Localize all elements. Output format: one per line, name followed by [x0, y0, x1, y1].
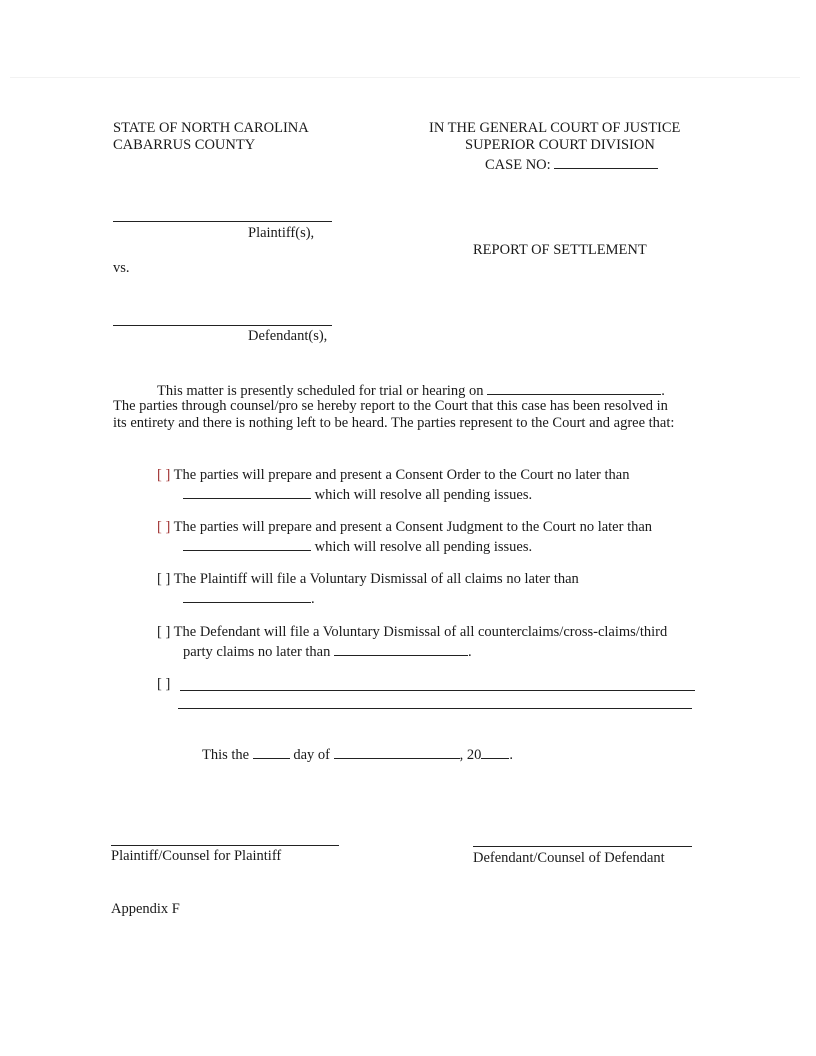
case-no-field[interactable]: [554, 154, 658, 169]
option-consent-order: [157, 467, 629, 484]
plaintiff-dismissal-date-field[interactable]: [183, 588, 311, 603]
checkbox-other[interactable]: [ ]: [157, 676, 171, 692]
option-2-line-2: [183, 536, 532, 556]
case-no-label: CASE NO:: [485, 157, 551, 173]
consent-order-date-field[interactable]: [183, 484, 311, 499]
defendant-label: Defendant(s),: [248, 328, 328, 344]
other-line-1[interactable]: [180, 690, 695, 691]
other-line-2[interactable]: [178, 708, 692, 709]
option-4-end: .: [468, 644, 472, 660]
intro-line-2: The parties through counsel/pro se hereby report to the Court that this case has been resolved in: [113, 398, 668, 414]
form-title: REPORT OF SETTLEMENT: [473, 242, 647, 258]
defendant-signature-line[interactable]: [473, 846, 692, 847]
intro-line-1: This matter is presently scheduled for trial or hearing on .: [157, 380, 665, 400]
defendant-signature-label: Defendant/Counsel of Defendant: [473, 850, 665, 866]
defendant-dismissal-date-field[interactable]: [334, 641, 468, 656]
option-1-text: The parties will prepare and present a Consent Order to the Court no later than: [173, 467, 630, 483]
month-field[interactable]: [334, 744, 460, 759]
vs-label: vs.: [113, 260, 130, 276]
day-of-text: day of: [293, 747, 331, 763]
checkbox-defendant-dismissal[interactable]: [ ]: [157, 624, 171, 640]
option-plaintiff-dismissal: [157, 571, 579, 588]
plaintiff-signature-label: Plaintiff/Counsel for Plaintiff: [111, 848, 282, 864]
option-2-text-2: which will resolve all pending issues.: [314, 539, 533, 555]
appendix-label: Appendix F: [111, 901, 180, 917]
hearing-date-field[interactable]: [487, 380, 661, 395]
option-2-text: The parties will prepare and present a Consent Judgment to the Court no later than: [173, 519, 653, 535]
defendant-name-line[interactable]: [113, 325, 332, 326]
date-end: .: [509, 747, 514, 763]
checkbox-consent-judgment[interactable]: [ ]: [157, 519, 171, 535]
option-4-line-2: [183, 641, 472, 661]
intro-line-3: its entirety and there is nothing left to be heard. The parties represent to the Court and agree that:: [113, 415, 675, 431]
court-name: IN THE GENERAL COURT OF JUSTICE: [429, 120, 681, 136]
checkbox-consent-order[interactable]: [ ]: [157, 467, 171, 483]
state-name: STATE OF NORTH CAROLINA: [113, 120, 309, 136]
option-4-text: The Defendant will file a Voluntary Dismissal of all counterclaims/cross-claims/third: [173, 624, 668, 640]
option-defendant-dismissal: [157, 624, 667, 641]
plaintiff-name-line[interactable]: [113, 221, 332, 222]
this-the-text: This the: [202, 747, 250, 763]
year-prefix: , 20: [459, 747, 482, 763]
checkbox-plaintiff-dismissal[interactable]: [ ]: [157, 571, 171, 587]
option-1-text-2: which will resolve all pending issues.: [314, 487, 533, 503]
plaintiff-signature-line[interactable]: [111, 845, 339, 846]
day-field[interactable]: [253, 744, 290, 759]
option-3-end: .: [311, 591, 315, 607]
year-field[interactable]: [481, 744, 509, 759]
option-3-line-2: [183, 588, 315, 608]
option-1-line-2: [183, 484, 532, 504]
intro-text-1: This matter is presently scheduled for trial or hearing on: [157, 383, 484, 399]
page-edge: [10, 77, 800, 78]
consent-judgment-date-field[interactable]: [183, 536, 311, 551]
option-consent-judgment: [157, 519, 652, 536]
option-3-text: The Plaintiff will file a Voluntary Dismissal of all claims no later than: [173, 571, 579, 587]
header-right: [429, 120, 695, 174]
case-number: [429, 154, 695, 174]
plaintiff-label: Plaintiff(s),: [248, 225, 315, 241]
option-4-text-2: party claims no later than: [183, 644, 331, 660]
county-name: CABARRUS COUNTY: [113, 137, 256, 153]
header-left: [113, 120, 309, 154]
division-name: SUPERIOR COURT DIVISION: [465, 137, 655, 153]
date-line: [202, 744, 513, 764]
option-other: [157, 676, 170, 693]
